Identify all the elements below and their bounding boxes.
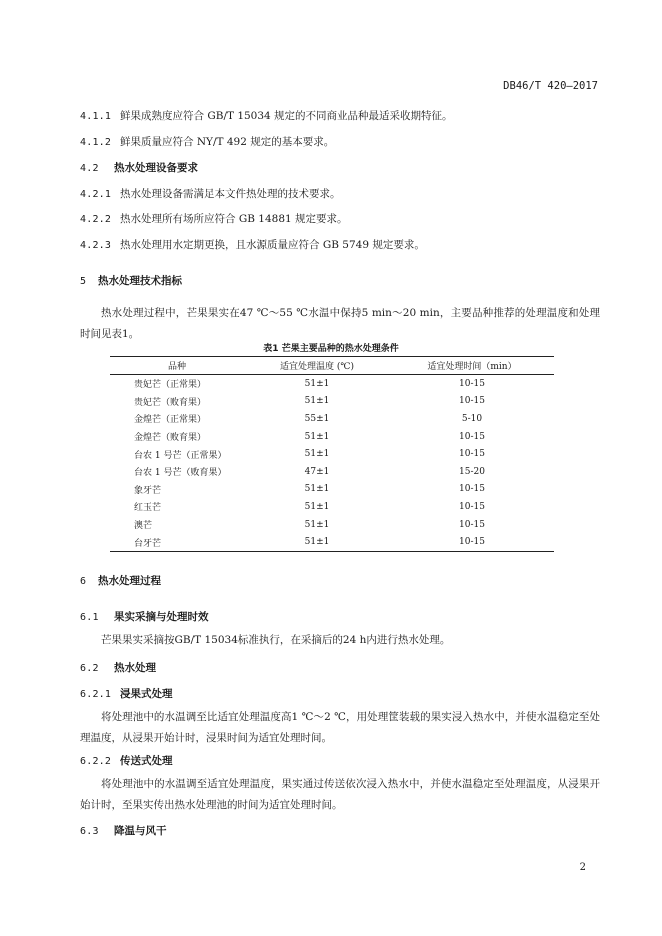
table-header-row: [110, 357, 554, 375]
paragraph-section-5: 热水处理过程中，芒果果实在47 ℃～55 ℃水温中保持5 min～20 min，主要品种推荐的处理温度和处理时间见表1。: [80, 307, 600, 340]
clause-heading: 传送式处理: [120, 755, 173, 767]
clause-6-3: [80, 823, 167, 838]
variety-cell: 贵妃芒（败育果）: [134, 397, 207, 408]
clause-4-2-2: [80, 211, 348, 226]
table-row: [110, 410, 554, 428]
clause-4-1-2: [80, 134, 334, 149]
time-cell: 10-15: [459, 431, 485, 442]
temperature-cell: 51±1: [304, 484, 330, 495]
variety-cell: 红玉芒: [134, 503, 162, 514]
clause-4-1-1: [80, 108, 453, 123]
table-row: [110, 428, 554, 446]
column-header-time: 适宜处理时间（min）: [390, 357, 554, 375]
clause-number: 6.2: [80, 663, 99, 674]
paragraph-6-2-2: 将处理池中的水温调至适宜处理温度，果实通过传送依次浸入热水中，并使水温稳定至处理温度，从浸果开始计时，至果实传出热水处理池的时间为适宜处理时间。: [80, 778, 600, 811]
clause-heading: 果实采摘与处理时效: [114, 611, 209, 623]
section-5-heading: [80, 273, 182, 288]
clause-6-1: [80, 609, 209, 624]
temperature-cell: 55±1: [304, 413, 330, 424]
time-cell: 10-15: [459, 519, 485, 530]
clause-heading: 降温与风干: [114, 825, 167, 837]
clause-4-2-3: [80, 237, 425, 252]
column-header-temperature: 适宜处理温度 (℃): [244, 357, 390, 375]
clause-number: 4.1.1: [80, 111, 112, 122]
temperature-cell: 51±1: [304, 431, 330, 442]
time-cell: 10-15: [459, 484, 485, 495]
clause-number: 6.2.2: [80, 756, 112, 767]
clause-heading: 热水处理: [114, 662, 156, 674]
clause-6-2-2: [80, 753, 173, 768]
clause-4-2: [80, 160, 198, 175]
clause-text: 热水处理用水定期更换，且水源质量应符合 GB 5749 规定要求。: [120, 239, 425, 251]
variety-cell: 贵妃芒（正常果）: [134, 380, 207, 391]
time-cell: 10-15: [459, 449, 485, 460]
table-row: [110, 445, 554, 463]
clause-number: 6.1: [80, 612, 99, 623]
document-id-header: DB46/T 420—2017: [503, 80, 598, 92]
time-cell: 10-15: [390, 533, 554, 551]
clause-4-2-1: [80, 186, 341, 201]
clause-number: 6: [80, 576, 87, 587]
clause-number: 6.3: [80, 826, 99, 837]
table-row: [110, 533, 554, 551]
clause-text: 热水处理所有场所应符合 GB 14881 规定要求。: [120, 213, 348, 225]
section-6-heading: [80, 573, 161, 588]
variety-cell: 台牙芒: [110, 533, 244, 551]
clause-heading: 热水处理设备要求: [114, 162, 198, 174]
time-cell: 15-20: [459, 466, 485, 477]
column-header-variety: 品种: [110, 357, 244, 375]
variety-cell: 澳芒: [134, 521, 153, 532]
variety-cell: 象牙芒: [134, 485, 162, 496]
paragraph-6-2-1: 将处理池中的水温调至比适宜处理温度高1 ℃～2 ℃，用处理筐装载的果实浸入热水中，并使水温稳定至处理温度，从浸果开始计时，浸果时间为适宜处理时间。: [80, 711, 600, 744]
clause-6-2: [80, 660, 156, 675]
table-row: [110, 375, 554, 393]
time-cell: 10-15: [459, 378, 485, 389]
clause-number: 4.2: [80, 163, 99, 174]
temperature-cell: 51±1: [304, 449, 330, 460]
clause-number: 6.2.1: [80, 689, 112, 700]
clause-heading: 浸果式处理: [120, 688, 173, 700]
clause-number: 5: [80, 276, 87, 287]
table-row: [110, 393, 554, 411]
clause-text: 鲜果质量应符合 NY/T 492 规定的基本要求。: [120, 136, 335, 148]
table-row: [110, 516, 554, 534]
clause-6-2-1: [80, 686, 173, 701]
table-caption: 表1 芒果主要品种的热水处理条件: [263, 344, 399, 354]
table-row: [110, 481, 554, 499]
time-cell: 10-15: [459, 396, 485, 407]
clause-text: 热水处理设备需满足本文件热处理的技术要求。: [120, 188, 341, 200]
page-number: 2: [579, 862, 586, 873]
time-cell: 10-15: [459, 501, 485, 512]
clause-heading: 热水处理技术指标: [98, 275, 182, 287]
temperature-cell: 51±1: [304, 519, 330, 530]
clause-number: 4.2.3: [80, 240, 112, 251]
temperature-cell: 51±1: [304, 501, 330, 512]
clause-text: 鲜果成熟度应符合 GB/T 15034 规定的不同商业品种最适采收期特征。: [120, 110, 453, 122]
clause-number: 4.2.2: [80, 214, 112, 225]
clause-number: 4.2.1: [80, 189, 112, 200]
temperature-cell: 51±1: [304, 378, 330, 389]
paragraph-6-1: 芒果果实采摘按GB/T 15034标准执行，在采摘后的24 h内进行热水处理。: [101, 634, 451, 646]
variety-cell: 台农 1 号芒（正常果）: [134, 450, 227, 461]
variety-cell: 金煌芒（正常果）: [134, 415, 207, 426]
table-row: [110, 463, 554, 481]
variety-cell: 台农 1 号芒（败育果）: [134, 468, 227, 479]
time-cell: 5-10: [461, 413, 483, 424]
variety-cell: 金煌芒（败育果）: [134, 433, 207, 444]
table-row: [110, 498, 554, 516]
temperature-cell: 47±1: [304, 466, 330, 477]
temperature-cell: 51±1: [244, 533, 390, 551]
hot-water-treatment-table: [110, 356, 554, 552]
clause-number: 4.1.2: [80, 137, 112, 148]
clause-heading: 热水处理过程: [98, 575, 161, 587]
temperature-cell: 51±1: [304, 396, 330, 407]
